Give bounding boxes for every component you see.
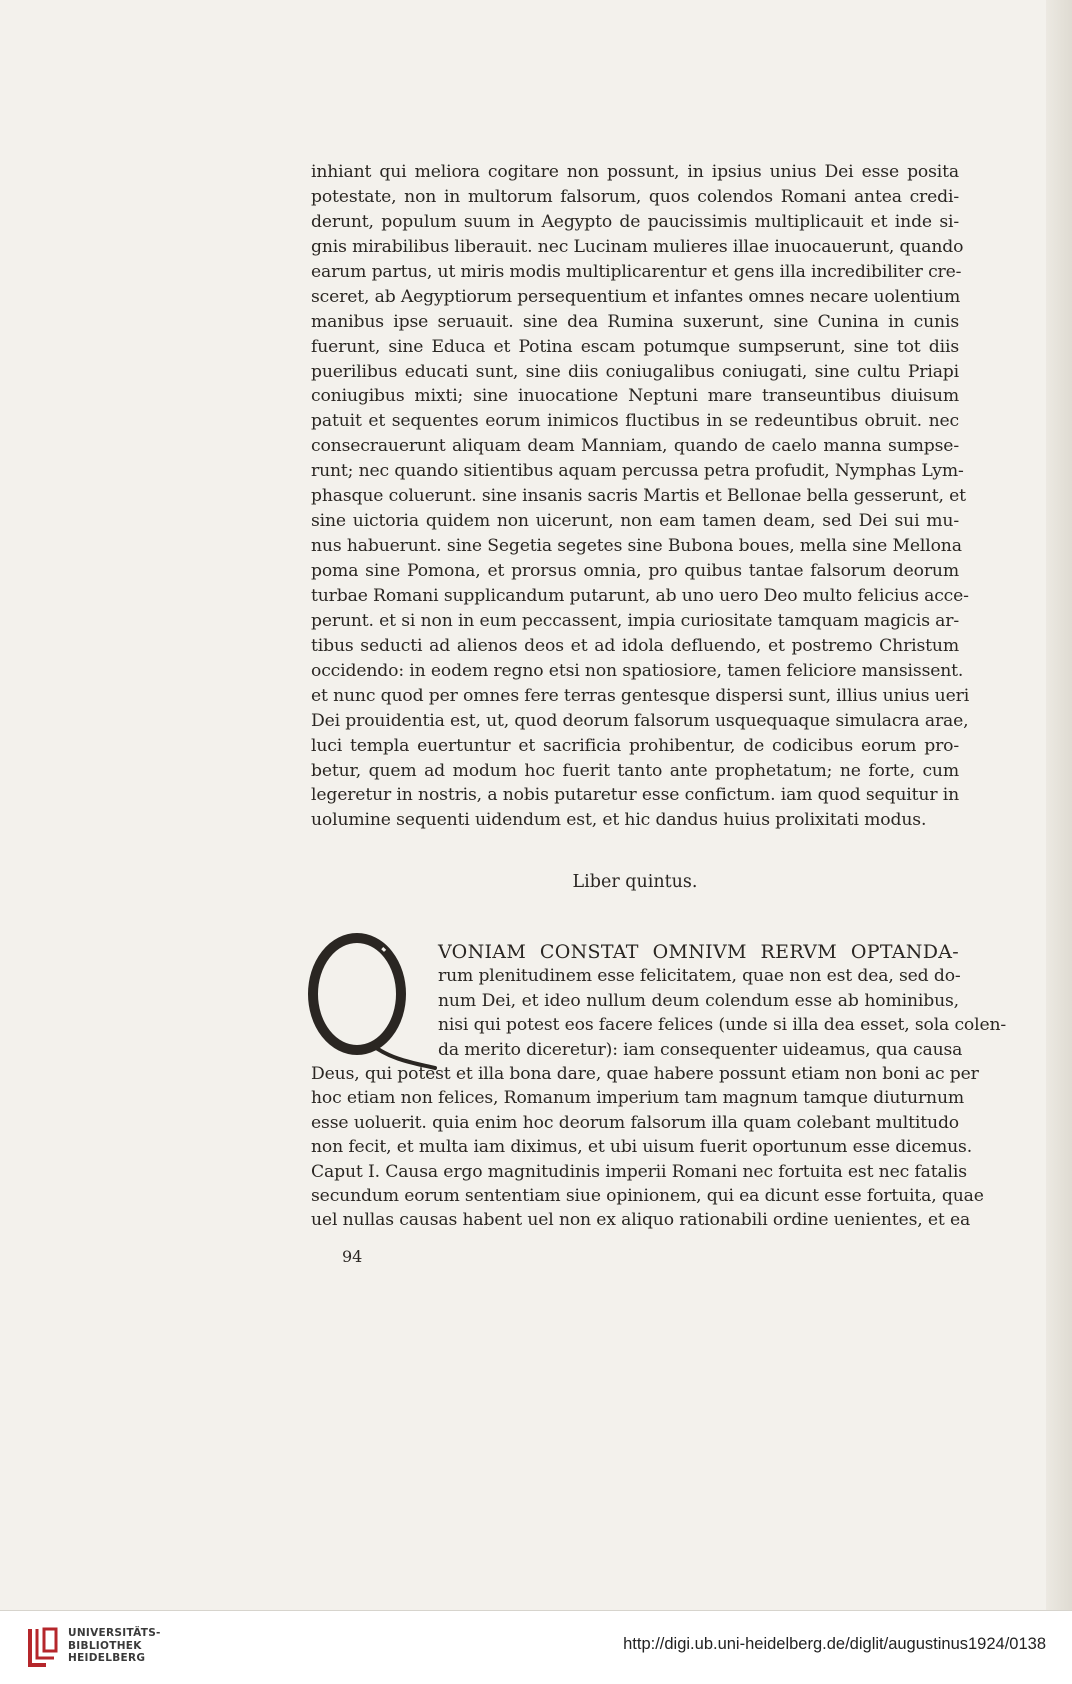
- text-line: rum plenitudinem esse felicitatem, quae non est dea, sed do-: [438, 966, 961, 987]
- text-line: Dei prouidentia est, ut, quod deorum falsorum usquequaque simulacra arae,: [311, 710, 969, 731]
- text-line: runt; nec quando sitientibus aquam percussa petra profudit, Nymphas Lym-: [311, 461, 964, 482]
- library-name-line-1: UNIVERSITÄTS-: [68, 1627, 161, 1639]
- page-edge: [1046, 0, 1072, 1610]
- text-line: et nunc quod per omnes fere terras gentesque dispersi sunt, illius unius ueri: [311, 685, 970, 706]
- text-line: gnis mirabilibus liberauit. nec Lucinam mulieres illae inuocauerunt, quando: [311, 236, 964, 257]
- text-line: uel nullas causas habent uel non ex aliquo rationabili ordine uenientes, et ea: [311, 1210, 971, 1231]
- text-line: luci templa euertuntur et sacrificia prohibentur, de codicibus eorum pro-: [311, 735, 959, 756]
- source-url-link[interactable]: http://digi.ub.uni-heidelberg.de/diglit/augustinus1924/0138: [623, 1635, 1046, 1653]
- text-line: poma sine Pomona, et prorsus omnia, pro quibus tantae falsorum deorum: [311, 561, 959, 581]
- text-line: potestate, non in multorum falsorum, quos colendos Romani antea credi-: [311, 186, 959, 207]
- text-line: hoc etiam non felices, Romanum imperium tam magnum tamque diuturnum: [311, 1088, 965, 1109]
- text-line: Caput I. Causa ergo magnitudinis imperii Romani nec fortuita est nec fatalis: [311, 1161, 967, 1182]
- text-line: perunt. et si non in eum peccassent, impia curiositate tamquam magicis ar-: [311, 610, 959, 631]
- text-line: non fecit, et multa iam diximus, et ubi uisum fuerit oportunum esse dicemus.: [311, 1137, 973, 1158]
- text-line: uolumine sequenti uidendum est, et hic dandus huius prolixitati modus.: [311, 810, 927, 831]
- text-line: puerilibus educati sunt, sine diis coniugalibus coniugati, sine cultu Priapi: [311, 361, 959, 382]
- page-number: 94: [342, 1247, 363, 1266]
- drop-cap-q: [302, 932, 438, 1072]
- text-line: tibus seducti ad alienos deos et ad idola defluendo, et postremo Christum: [311, 635, 959, 656]
- library-name-line-2: BIBLIOTHEK: [68, 1639, 142, 1652]
- text-line: legeretur in nostris, a nobis putaretur esse confictum. iam quod sequitur in: [311, 785, 959, 806]
- text-line: manibus ipse seruauit. sine dea Rumina suxerunt, sine Cunina in cunis: [311, 311, 959, 332]
- text-line: sceret, ab Aegyptiorum persequentium et infantes omnes necare uolentium: [311, 286, 961, 307]
- library-name-line-3: HEIDELBERG: [68, 1652, 146, 1664]
- text-line: consecrauerunt aliquam deam Manniam, quando de caelo manna sumpse-: [311, 436, 959, 457]
- text-line: num Dei, et ideo nullum deum colendum esse ab hominibus,: [438, 990, 959, 1011]
- main-text-block: [311, 160, 970, 833]
- chapter-block: [311, 940, 1007, 1233]
- text-line: phasque coluerunt. sine insanis sacris Martis et Bellonae bella gesserunt, et: [311, 486, 966, 507]
- text-line: earum partus, ut miris modis multiplicarentur et gens illa incredibiliter cre-: [311, 261, 962, 282]
- chapter-full-lines: [311, 1062, 984, 1233]
- text-line: derunt, populum suum in Aegypto de paucissimis multiplicauit et inde si-: [311, 211, 959, 232]
- book-heading: Liber quintus.: [572, 872, 698, 892]
- text-line: secundum eorum sententiam siue opinionem, qui ea dicunt esse fortuita, quae: [311, 1185, 984, 1206]
- text-line: Deus, qui potest et illa bona dare, quae habere possunt etiam non boni ac per: [311, 1063, 979, 1084]
- text-line: nisi qui potest eos facere felices (unde si illa dea esset, sola colen-: [438, 1015, 1007, 1036]
- text-line: coniugibus mixti; sine inuocatione Neptuni mare transeuntibus diuisum: [311, 386, 959, 407]
- drop-cap-glyph: [302, 932, 438, 1072]
- text-line: betur, quem ad modum hoc fuerit tanto ante prophetatum; ne forte, cum: [311, 760, 959, 781]
- text-line: occidendo: in eodem regno etsi non spatiosiore, tamen feliciore mansissent.: [311, 660, 964, 681]
- library-name: [68, 1627, 161, 1665]
- text-line: sine uictoria quidem non uicerunt, non eam tamen deam, sed Dei sui mu-: [311, 511, 959, 532]
- text-line: inhiant qui meliora cogitare non possunt, in ipsius unius Dei esse posita: [311, 162, 959, 182]
- text-line: nus habuerunt. sine Segetia segetes sine Bubona boues, mella sine Mellona: [311, 536, 962, 557]
- text-line: da merito diceretur): iam consequenter uideamus, qua causa: [438, 1039, 963, 1060]
- text-line: patuit et sequentes eorum inimicos fluctibus in se redeuntibus obruit. nec: [311, 411, 959, 432]
- text-line: VONIAM CONSTAT OMNIVM RERVM OPTANDA-: [438, 941, 959, 963]
- text-line: esse uoluerit. quia enim hoc deorum falsorum illa quam colebant multitudo: [311, 1112, 959, 1133]
- text-line: fuerunt, sine Educa et Potina escam potumque sumpserunt, sine tot diis: [311, 336, 959, 357]
- library-logo-icon: [24, 1625, 64, 1669]
- text-line: turbae Romani supplicandum putarunt, ab uno uero Deo multo felicius acce-: [311, 585, 969, 606]
